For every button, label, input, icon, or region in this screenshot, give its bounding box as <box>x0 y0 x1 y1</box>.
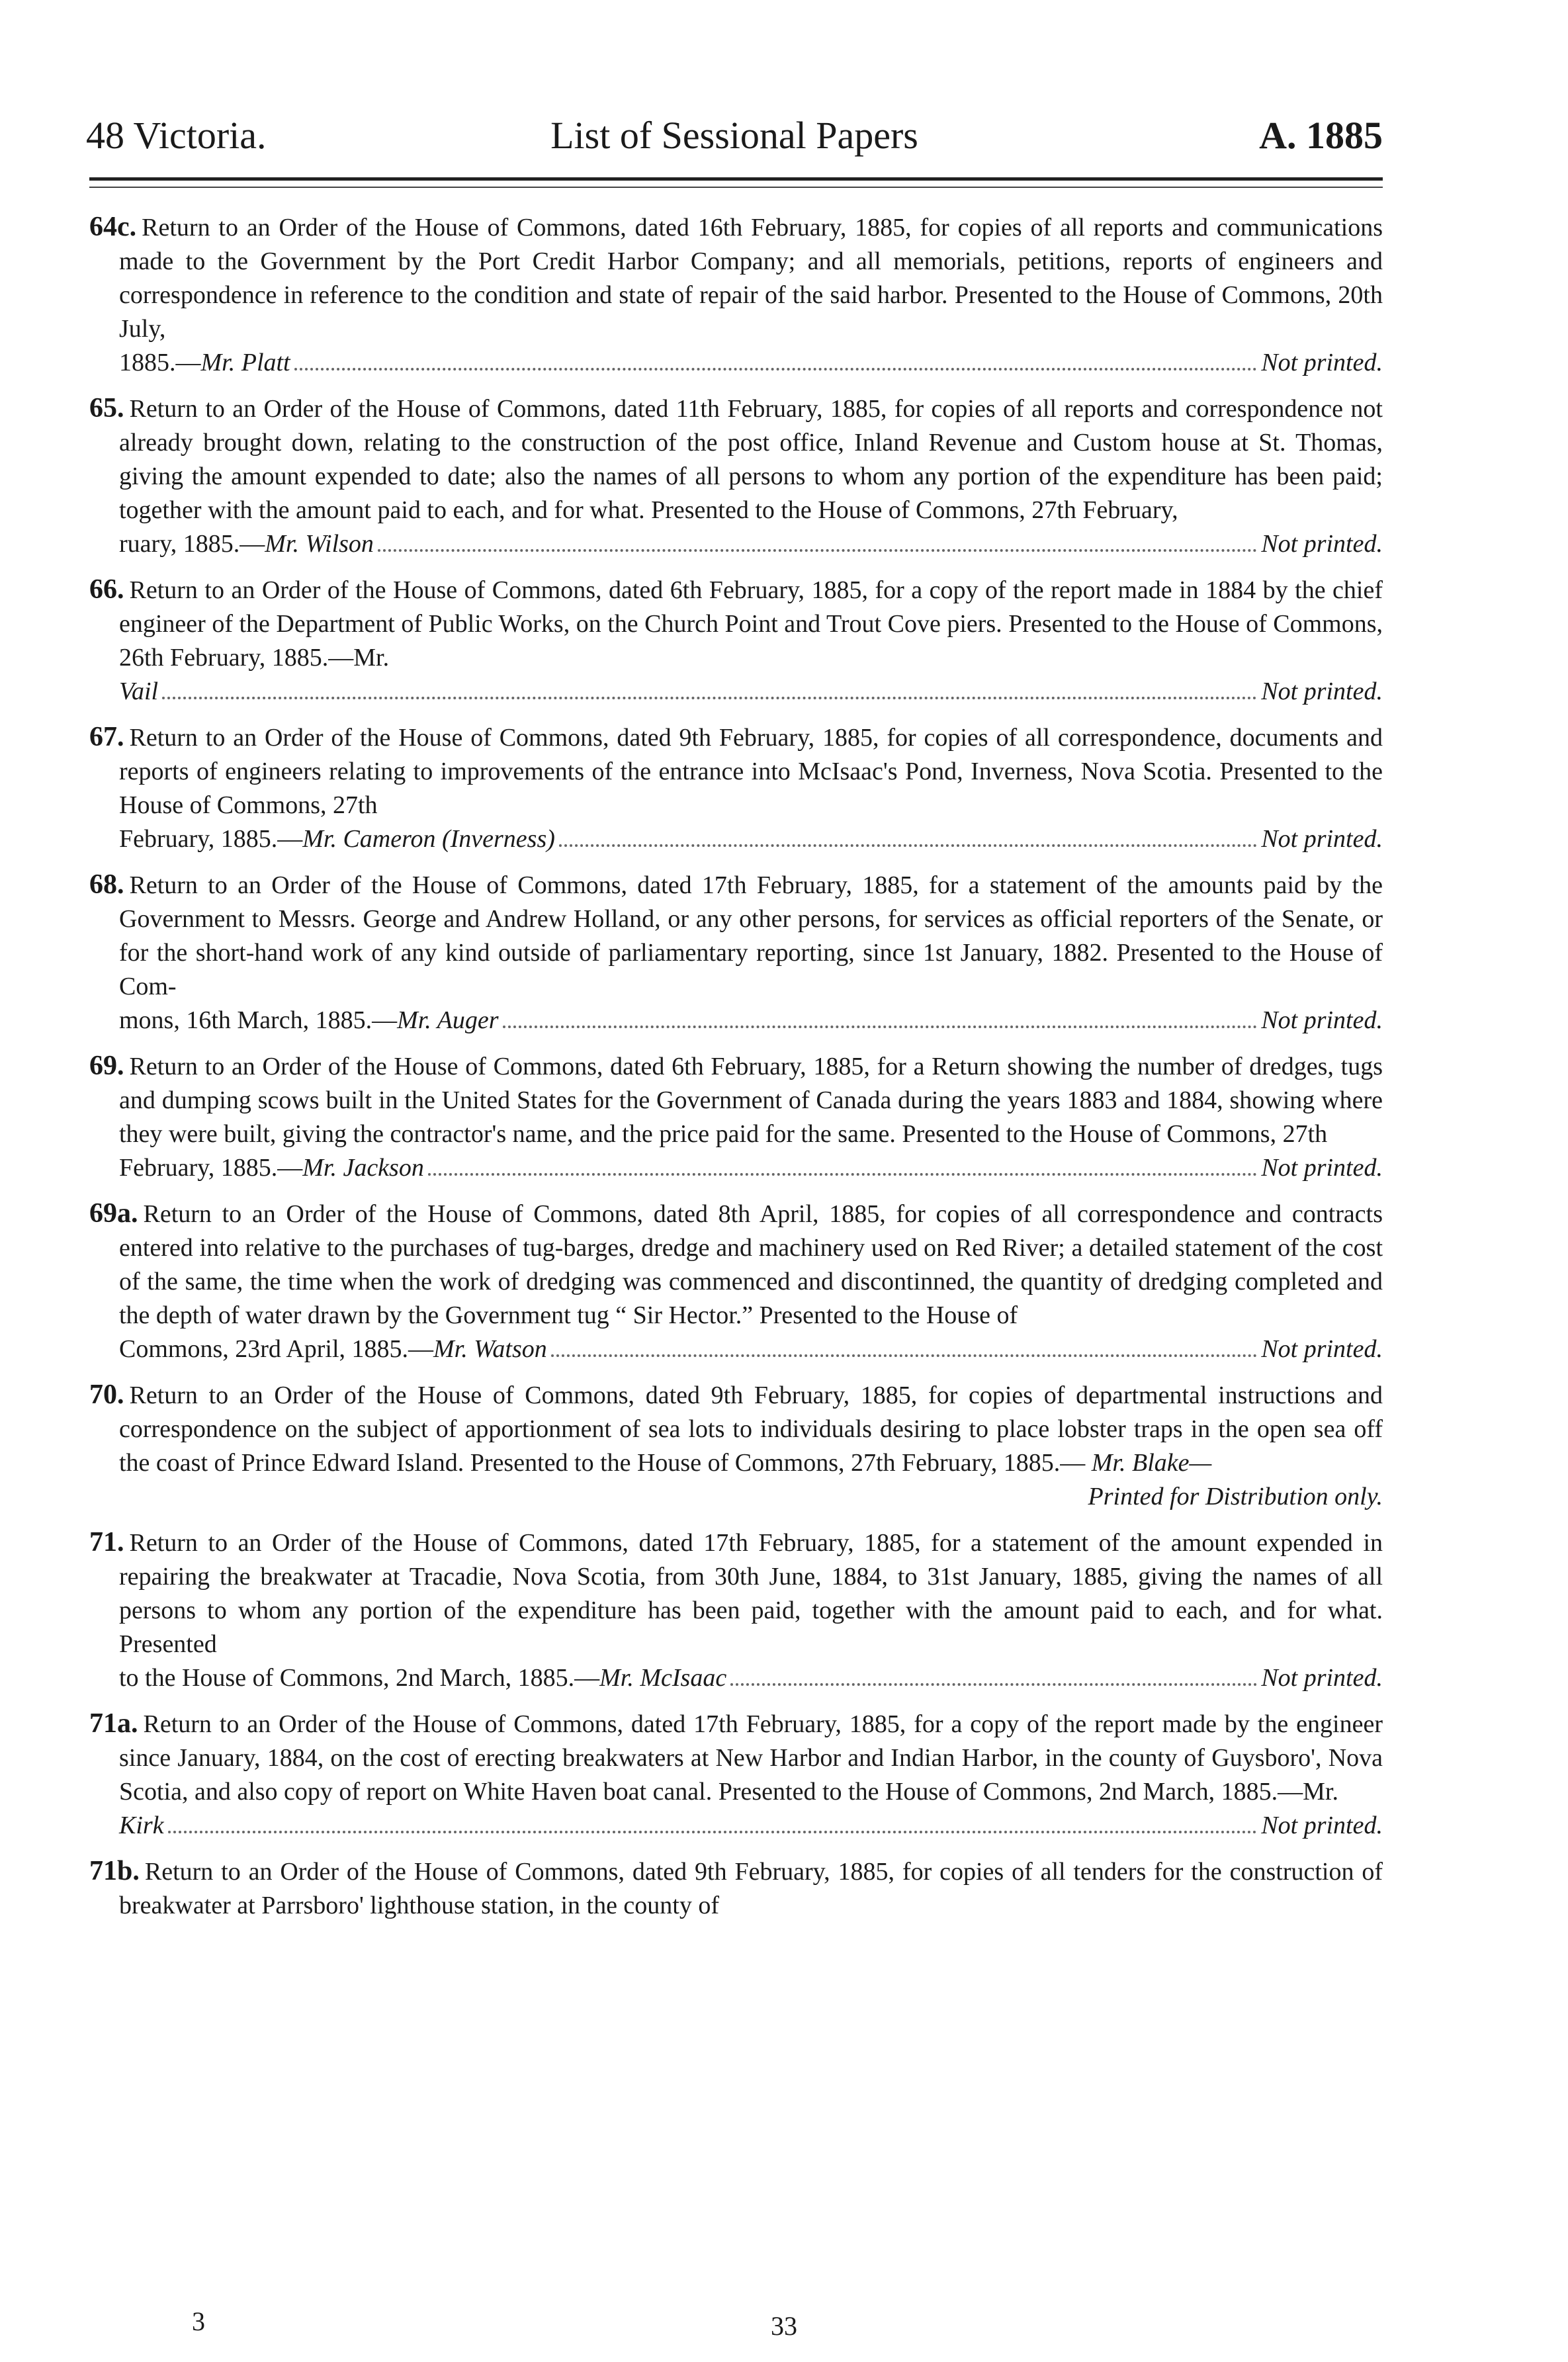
mover-name: Mr. McIsaac <box>599 1664 727 1692</box>
mover-name: Kirk <box>119 1812 164 1839</box>
print-status: Not printed. <box>1261 349 1383 376</box>
paper-number: 71a. <box>89 1708 138 1739</box>
leader-dots <box>428 1173 1257 1176</box>
mover-name: Mr. Wilson <box>265 530 374 558</box>
paper-number: 70. <box>89 1379 124 1410</box>
paper-description: Return to an Order of the House of Commons, dated 9th February, 1885, for copies of departmental instructions and correspondence on the subject of apportionment of sea lots to individuals desiring to place lobster traps in the open sea off the coast of Prince Edward Island. Presented to the House of Commons, 27th February, 1885.— <box>119 1381 1383 1477</box>
mover-name: Mr. Blake— <box>1091 1449 1212 1477</box>
leader-dots <box>378 549 1257 552</box>
leader-dots <box>730 1683 1257 1686</box>
paper-description: Return to an Order of the House of Commons, dated 6th February, 1885, for a copy of the report made in 1884 by the chief engineer of the Department of Public Works, on the Church Point and Trout Cove piers. Presented to the House of Commons, 26th February, 1885.—Mr. <box>119 576 1383 672</box>
paper-description: Return to an Order of the House of Commons, dated 9th February, 1885, for copies of all correspondence, documents and reports of engineers relating to improvements of the entrance into McIsaac's Pond, Inverness, Nova Scotia. Presented to the House of Commons, 27th <box>119 724 1383 819</box>
print-status: Not printed. <box>1261 1006 1383 1034</box>
paper-entry <box>89 1526 1383 1695</box>
header-year: A. 1885 <box>1259 114 1383 157</box>
paper-entry <box>89 392 1383 561</box>
leader-dots <box>162 697 1257 699</box>
paper-number: 66. <box>89 574 124 605</box>
mover-name: Vail <box>119 678 159 705</box>
print-status: Not printed. <box>1261 678 1383 705</box>
paper-description-tail: 1885.— <box>119 349 201 376</box>
paper-description-tail: to the House of Commons, 2nd March, 1885.— <box>119 1664 600 1692</box>
leader-dots <box>168 1831 1258 1833</box>
paper-number: 68. <box>89 869 124 900</box>
print-status: Not printed. <box>1261 1664 1383 1692</box>
print-status: Not printed. <box>1261 1154 1383 1182</box>
header-rule-thin <box>89 187 1383 188</box>
paper-number: 71. <box>89 1527 124 1557</box>
signature-mark: 3 <box>192 2306 205 2336</box>
paper-description-tail: mons, 16th March, 1885.— <box>119 1006 398 1034</box>
paper-number: 69a. <box>89 1198 138 1229</box>
mover-name: Mr. Cameron (Inverness) <box>302 825 555 853</box>
paper-description: Return to an Order of the House of Commons, dated 9th February, 1885, for copies of all tenders for the construction of breakwater at Parrsboro' lighthouse station, in the county of <box>119 1858 1383 1919</box>
paper-description: Return to an Order of the House of Commons, dated 17th February, 1885, for a copy of the report made by the engineer since January, 1884, on the cost of erecting breakwaters at New Harbor and Indian Harbor, in the county of Guysboro', Nova Scotia, and also copy of report on White Haven boat canal. Presented to the House of Commons, 2nd March, 1885.—Mr. <box>119 1710 1383 1806</box>
paper-entry <box>89 721 1383 856</box>
print-status: Not printed. <box>1261 1812 1383 1839</box>
print-status: Not printed. <box>1261 1335 1383 1363</box>
running-header <box>86 112 1383 165</box>
paper-entry <box>89 1707 1383 1843</box>
mover-name: Mr. Auger <box>397 1006 499 1034</box>
paper-entry <box>89 573 1383 709</box>
paper-entry <box>89 1049 1383 1185</box>
leader-dots <box>503 1026 1258 1028</box>
paper-description-tail: February, 1885.— <box>119 825 303 853</box>
leader-dots <box>551 1354 1258 1357</box>
sessional-papers-list <box>89 210 1383 1935</box>
header-title: List of Sessional Papers <box>550 114 918 157</box>
leader-dots <box>294 368 1258 371</box>
paper-description: Return to an Order of the House of Commons, dated 8th April, 1885, for copies of all correspondence and contracts entered into relative to the purchases of tug-barges, dredge and machinery used on Red River; a detailed statement of the cost of the same, the time when the work of dredging was commenced and discontinned, the quantity of dredging completed and the depth of water drawn by the Government tug “ Sir Hector.” Presented to the House of <box>119 1200 1383 1329</box>
paper-number: 71b. <box>89 1856 140 1886</box>
paper-description-tail: February, 1885.— <box>119 1154 303 1182</box>
paper-number: 64c. <box>89 212 137 242</box>
paper-description: Return to an Order of the House of Commons, dated 16th February, 1885, for copies of all reports and communications made to the Government by the Port Credit Harbor Company; and all memorials, petitions, reports of engineers and correspondence in reference to the condition and state of repair of the said harbor. Presented to the House of Commons, 20th July, <box>119 214 1383 343</box>
paper-description: Return to an Order of the House of Commons, dated 11th February, 1885, for copies of all reports and correspondence not already brought down, relating to the construction of the post office, Inland Revenue and Custom house at St. Thomas, giving the amount expended to date; also the names of all persons to whom any portion of the expenditure has been paid; together with the amount paid to each, and for what. Presented to the House of Commons, 27th February, <box>119 395 1383 524</box>
print-status: Not printed. <box>1261 530 1383 558</box>
mover-name: Mr. Watson <box>433 1335 547 1363</box>
paper-entry <box>89 1855 1383 1923</box>
paper-entry <box>89 868 1383 1037</box>
mover-name: Mr. Jackson <box>302 1154 424 1182</box>
print-status: Printed for Distribution only. <box>1088 1483 1383 1510</box>
paper-number: 69. <box>89 1051 124 1081</box>
paper-description: Return to an Order of the House of Commons, dated 6th February, 1885, for a Return showing the number of dredges, tugs and dumping scows built in the United States for the Government of Canada during the years 1883 and 1884, showing where they were built, giving the contractor's name, and the price paid for the same. Presented to the House of Commons, 27th <box>119 1053 1383 1148</box>
header-session: 48 Victoria. <box>86 114 267 157</box>
paper-description-tail: ruary, 1885.— <box>119 530 265 558</box>
paper-description: Return to an Order of the House of Commons, dated 17th February, 1885, for a statement of the amounts paid by the Government to Messrs. George and Andrew Holland, or any other persons, for services as official reporters of the Senate, or for the short-hand work of any kind outside of parliamentary reporting, since 1st January, 1882. Presented to the House of Com- <box>119 871 1383 1000</box>
leader-dots <box>559 844 1257 847</box>
paper-number: 67. <box>89 722 124 752</box>
paper-entry <box>89 1197 1383 1366</box>
header-rule-thick <box>89 177 1383 181</box>
paper-entry <box>89 1378 1383 1514</box>
mover-name: Mr. Platt <box>200 349 290 376</box>
paper-description: Return to an Order of the House of Commons, dated 17th February, 1885, for a statement of the amount expended in repairing the breakwater at Tracadie, Nova Scotia, from 30th June, 1884, to 31st January, 1885, giving the names of all persons to whom any portion of the expenditure has been paid, together with the amount paid to each, and for what. Presented <box>119 1529 1383 1658</box>
paper-number: 65. <box>89 393 124 423</box>
paper-description-tail: Commons, 23rd April, 1885.— <box>119 1335 434 1363</box>
paper-entry <box>89 210 1383 380</box>
page-number: 33 <box>771 2311 797 2341</box>
print-status: Not printed. <box>1261 825 1383 853</box>
